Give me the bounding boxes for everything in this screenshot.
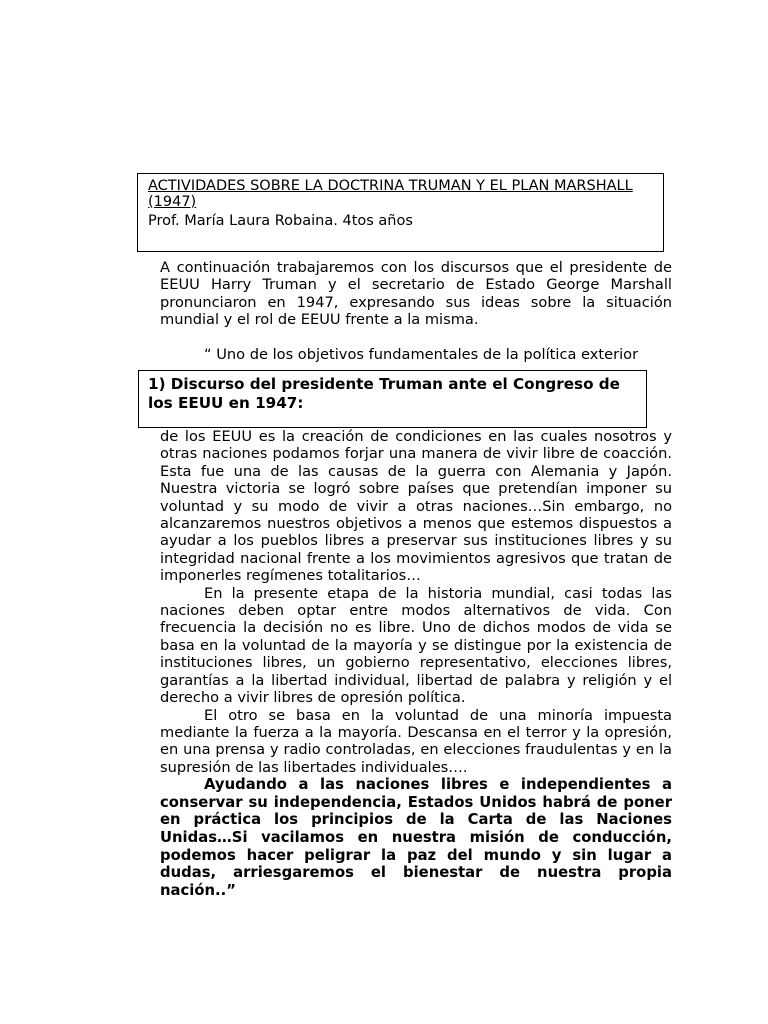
speech-paragraph-3: El otro se basa en la voluntad de una minoría impuesta mediante la fuerza a la mayoría. Descansa en el terror y la opresión, en una prensa y radio controladas, en elecciones fraudulentas y en la supresión de las libertades individuales….: [160, 706, 672, 776]
speech-paragraph-4: Ayudando a las naciones libres e independientes a conservar su independencia, Estados Unidos habrá de poner en práctica los principios de la Carta de las Naciones Unidas…Si vacilamos en nuestra misión de conducción, podemos hacer peligrar la paz del mundo y sin lugar a dudas, arriesgaremos el bienestar de nuestra propia nación..”: [160, 776, 672, 899]
speech-paragraph-1: de los EEUU es la creación de condiciones en las cuales nosotros y otras naciones podamos forjar una manera de vivir libre de coacción. Esta fue una de las causas de la guerra con Alemania y Japón. Nuestra victoria se logró sobre países que pretendían imponer su voluntad y su modo de vivir a otras naciones…Sin embargo, no alcanzaremos nuestros objetivos a menos que estemos dispuestos a ayudar a los pueblos libres a preservar sus instituciones libres y su integridad nacional frente a los movimientos agresivos que tratan de imponerles regímenes totalitarios…: [160, 428, 672, 585]
section-heading: 1) Discurso del presidente Truman ante el Congreso de los EEUU en 1947:: [148, 375, 620, 412]
quote-start-text: “ Uno de los objetivos fundamentales de la política exterior: [204, 346, 639, 363]
document-title: ACTIVIDADES SOBRE LA DOCTRINA TRUMAN Y EL PLAN MARSHALL (1947): [148, 178, 633, 210]
section-heading-box: [138, 370, 647, 428]
author-line: Prof. María Laura Robaina. 4tos años: [148, 213, 413, 229]
intro-text: A continuación trabajaremos con los discursos que el presidente de EEUU Harry Truman y el secretario de Estado George Marshall pronunciaron en 1947, expresando sus ideas sobre la situación mundial y el rol de EEUU frente a la misma.: [160, 259, 672, 329]
intro-paragraph: [160, 259, 672, 329]
speech-paragraph-2: En la presente etapa de la historia mundial, casi todas las naciones deben optar entre modos alternativos de vida. Con frecuencia la decisión no es libre. Uno de dichos modos de vida se basa en la voluntad de la mayoría y se distingue por la existencia de instituciones libres, un gobierno representativo, elecciones libres, garantías a la libertad individual, libertad de palabra y religión y el derecho a vivir libres de opresión política.: [160, 584, 672, 707]
quote-start: [160, 346, 672, 363]
title-box: [137, 173, 664, 252]
speech-body: [160, 428, 672, 899]
